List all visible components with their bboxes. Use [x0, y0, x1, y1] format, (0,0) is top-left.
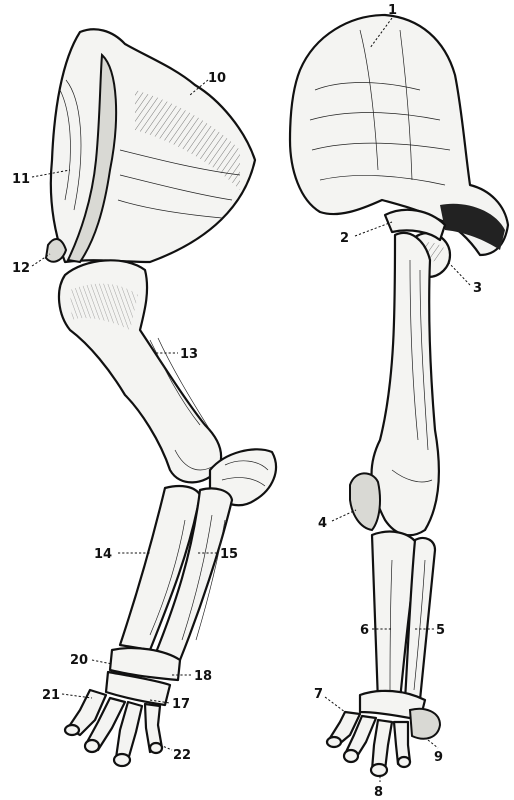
label-17: 17 — [172, 697, 191, 712]
label-6: 6 — [360, 623, 370, 638]
left-scapula — [46, 29, 255, 262]
right-limb — [290, 15, 508, 776]
label-4: 4 — [318, 516, 328, 531]
left-carpals — [106, 648, 180, 705]
leader-20 — [92, 660, 112, 664]
label-3: 3 — [473, 281, 483, 296]
leader-7 — [325, 697, 345, 712]
right-olecranon — [350, 473, 380, 530]
label-8: 8 — [374, 785, 384, 800]
left-humerus — [59, 260, 221, 482]
label-12: 12 — [12, 261, 31, 276]
label-9: 9 — [434, 750, 444, 765]
label-11: 11 — [12, 172, 31, 187]
right-forearm — [372, 532, 435, 702]
leader-4 — [332, 510, 356, 521]
label-20: 20 — [70, 653, 89, 668]
label-5: 5 — [436, 623, 446, 638]
label-2: 2 — [340, 231, 350, 246]
right-humerus — [372, 210, 450, 535]
leader-2 — [355, 222, 392, 236]
label-1: 1 — [388, 3, 398, 18]
label-14: 14 — [94, 547, 113, 562]
label-15: 15 — [220, 547, 239, 562]
label-22: 22 — [173, 748, 192, 763]
label-21: 21 — [42, 688, 61, 703]
right-digits — [327, 712, 410, 776]
leader-9 — [428, 740, 438, 748]
label-7: 7 — [314, 687, 324, 702]
left-forearm — [120, 486, 232, 660]
leader-3 — [448, 262, 470, 285]
label-10: 10 — [208, 71, 227, 86]
label-13: 13 — [180, 347, 199, 362]
label-18: 18 — [194, 669, 213, 684]
